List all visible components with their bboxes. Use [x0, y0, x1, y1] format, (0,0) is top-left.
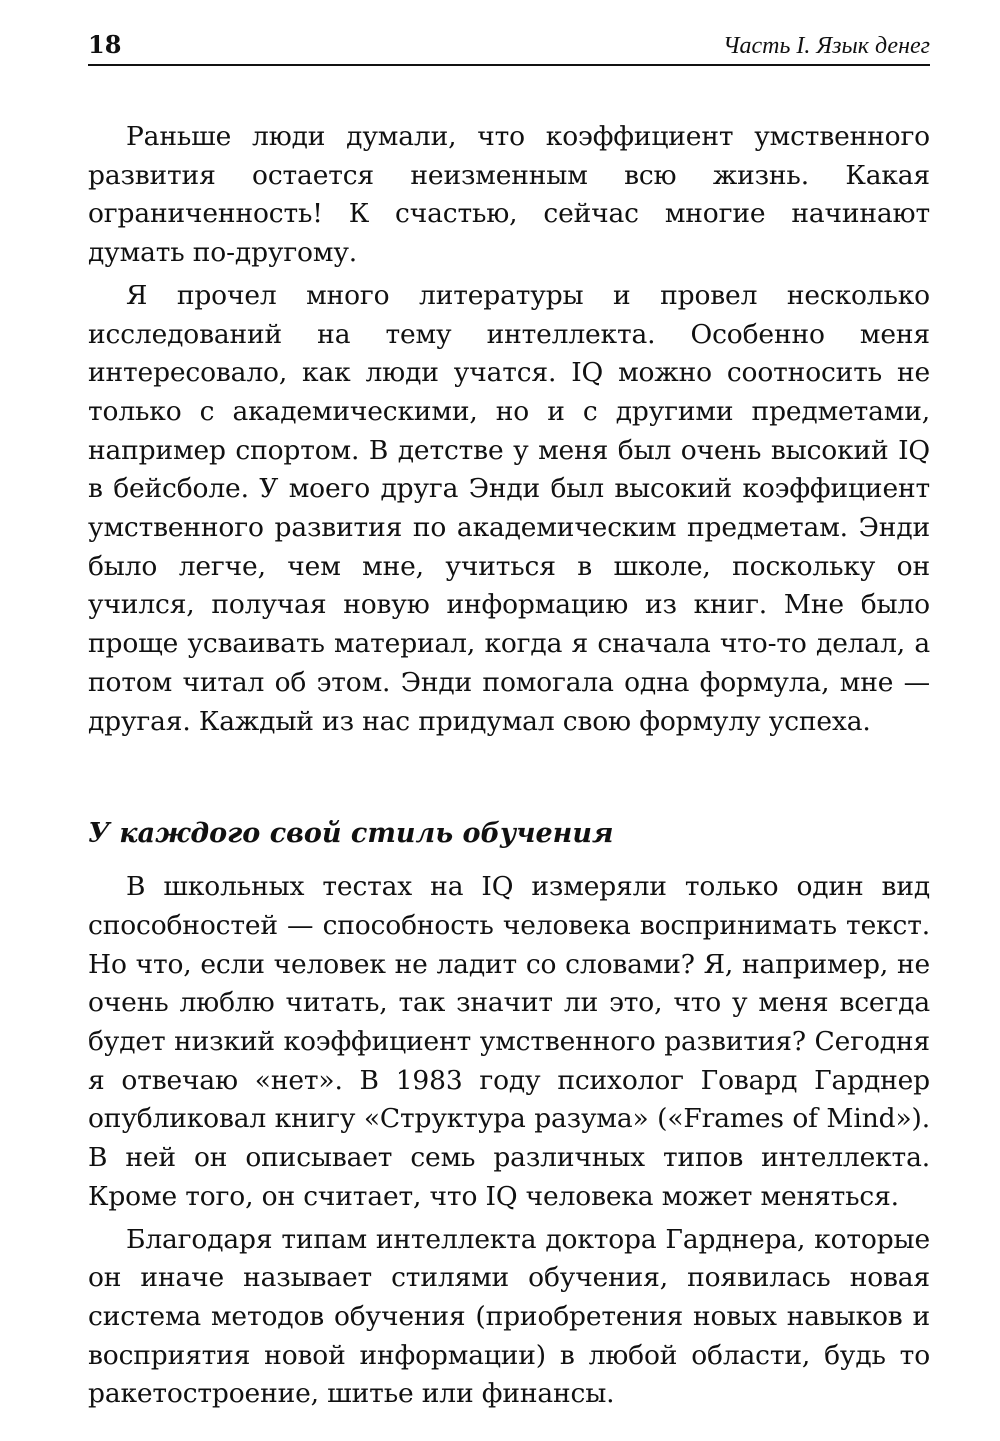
page-number: 18 — [88, 30, 122, 59]
paragraph: В школьных тестах на IQ измеряли только один вид способностей — способность человека воспринимать текст. Но что, если человек не ладит со словами? Я, например, не очень люблю читать, так значит ли это, что у меня всегда будет низкий коэффициент умственного развития? Сегодня я отвечаю «нет». В 1983 году психолог Говард Гарднер опубликовал книгу «Структура разума» («Frames of Mind»). В ней он описывает семь различных типов интеллекта. Кроме того, он считает, что IQ человека может меняться. — [88, 871, 930, 1212]
section-title: Часть I. Язык денег — [722, 33, 930, 59]
subheading: У каждого свой стиль обучения — [88, 818, 614, 850]
paragraph: Благодаря типам интеллекта доктора Гарднера, которые он иначе называет стилями обучения, появилась новая система методов обучения (приобретения новых навыков и восприятия новой информации) в любой области, будь то ракетостроение, шитье или финансы. — [88, 1223, 930, 1410]
running-head — [88, 30, 930, 66]
body-text-intro — [88, 118, 930, 741]
paragraph: Я прочел много литературы и провел несколько исследований на тему интеллекта. Особенно меня интересовало, как люди учатся. IQ можно соотносить не только с академическими, но и с другими предметами, например спортом. В детстве у меня был очень высокий IQ в бейсболе. У моего друга Энди был высокий коэффициент умственного развития по академическим предметам. Энди было легче, чем мне, учиться в школе, поскольку он учился, получая новую информацию из книг. Мне было проще усваивать материал, когда я сначала что-то делал, а потом читал об этом. Энди помогала одна формула, мне — другая. Каждый из нас придумал свою формулу успеха. — [88, 279, 930, 737]
book-page — [88, 30, 930, 1414]
body-text-learning-styles — [88, 868, 930, 1414]
paragraph: Раньше люди думали, что коэффициент умственного развития остается неизменным всю жизнь. Какая ограниченность! К счастью, сейчас многие начинают думать по-другому. — [88, 121, 930, 269]
